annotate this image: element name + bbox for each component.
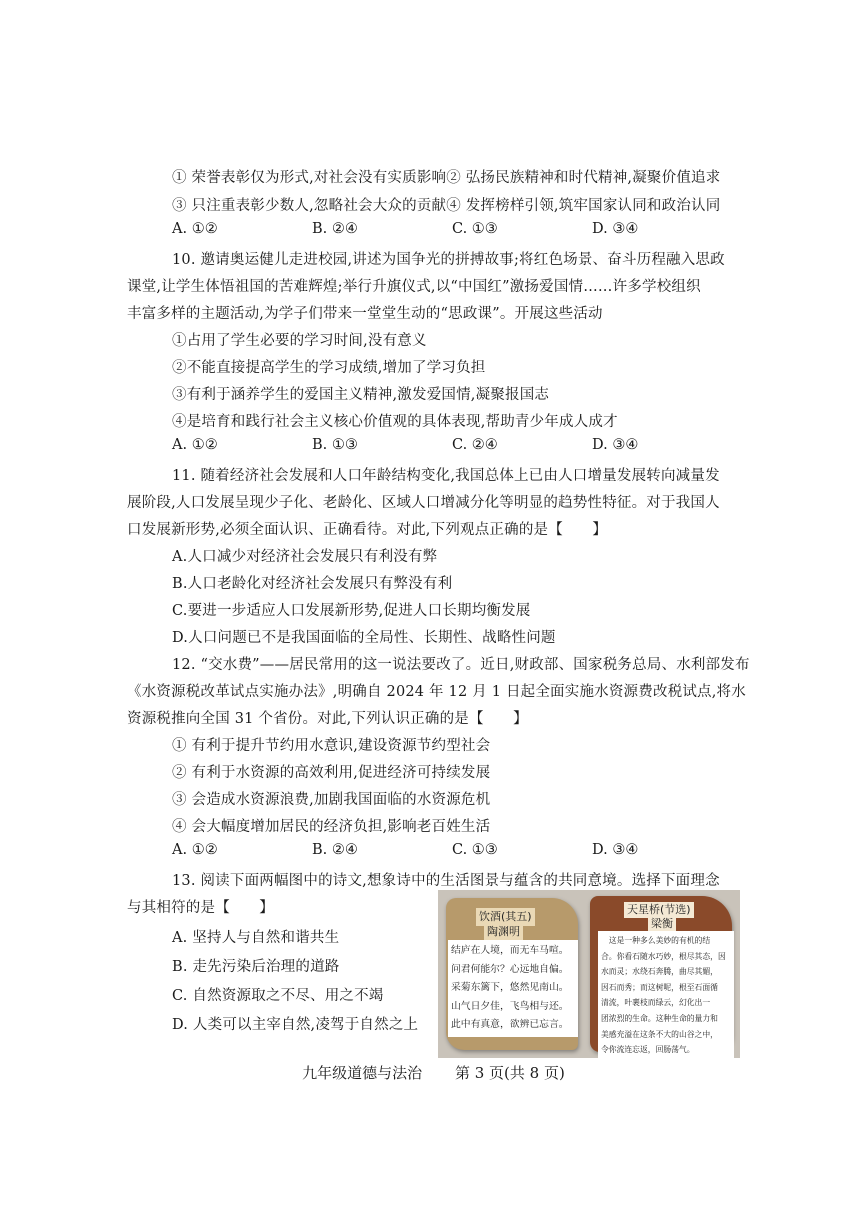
prose-line: 团浓烈的生命。这种生命的量力和 xyxy=(601,1013,718,1023)
q10-option-1: ①占用了学生必要的学习时间,没有意义 xyxy=(172,333,427,349)
q12-option-1: ① 有利于提升节约用水意识,建设资源节约型社会 xyxy=(172,738,491,754)
q10-choice-b: B. ①③ xyxy=(312,437,358,453)
q10-choice-c: C. ②④ xyxy=(452,437,498,453)
q10-choice-a: A. ①② xyxy=(172,437,218,453)
q13-stem-line2: 与其相符的是【 】 xyxy=(127,900,274,916)
poem-card-tianxingqiao-title: 天星桥(节选) xyxy=(624,902,694,918)
prose-line: 因石而秀；而这树呢，根至石面循 xyxy=(601,982,718,992)
q13-option-d: D. 人类可以主宰自然,凌驾于自然之上 xyxy=(172,1017,419,1033)
q13-option-b: B. 走先污染后治理的道路 xyxy=(172,959,340,975)
poem-card-tianxingqiao-author: 梁衡 xyxy=(648,917,676,931)
q10-stem-line2: 课堂,让学生体悟祖国的苦难辉煌;举行升旗仪式,以“中国红”激扬爱国情……许多学校组织 xyxy=(127,279,701,295)
q10-choices xyxy=(172,437,732,453)
q9-choice-d: D. ③④ xyxy=(592,221,639,237)
q12-option-4: ④ 会大幅度增加居民的经济负担,影响老百姓生活 xyxy=(172,819,491,835)
q11-option-b: B.人口老龄化对经济社会发展只有弊没有利 xyxy=(172,576,453,592)
q12-stem-line2: 《水资源税改革试点实施办法》,明确自 2024 年 12 月 1 日起全面实施水资源费改税试点,将水 xyxy=(127,684,746,700)
footer-page-number: 第 3 页(共 8 页) xyxy=(454,1064,565,1082)
prose-line: 这是一种多么美妙的有机的结 xyxy=(601,936,711,945)
q10-choice-d: D. ③④ xyxy=(592,437,639,453)
poem-line: 结庐在人境，而无车马喧。 xyxy=(451,945,569,956)
poem-card-tianxingqiao-text xyxy=(598,931,734,1060)
q9-option-3-4: ③ 只注重表彰少数人,忽略社会大众的贡献④ 发挥榜样引领,筑牢国家认同和政治认同 xyxy=(172,198,721,214)
prose-line: 美感充溢在这条不大的山谷之中， xyxy=(601,1029,718,1039)
q12-stem-line1: 12. “交水费”——居民常用的这一说法要改了。近日,财政部、国家税务总局、水利部发布 xyxy=(172,657,750,673)
q11-option-a: A.人口减少对经济社会发展只有利没有弊 xyxy=(172,549,438,565)
q10-option-3: ③有利于涵养学生的爱国主义精神,激发爱国情,凝聚报国志 xyxy=(172,387,550,403)
q12-choices xyxy=(172,842,732,858)
prose-line: 清流，叶裹枝而绿云，幻化出一 xyxy=(601,998,711,1008)
q9-choice-c: C. ①③ xyxy=(452,221,498,237)
q12-option-3: ③ 会造成水资源浪费,加剧我国面临的水资源危机 xyxy=(172,792,491,808)
footer-subject: 九年级道德与法治 xyxy=(302,1064,423,1082)
poem-line: 山气日夕佳，飞鸟相与还。 xyxy=(451,1000,569,1012)
poem-card-yinjiu-title: 饮酒(其五) xyxy=(476,908,535,926)
q11-stem-line1: 11. 随着经济社会发展和人口年龄结构变化,我国总体上已由人口增量发展转向减量发 xyxy=(172,468,720,484)
q9-choices xyxy=(172,221,732,237)
q13-option-a: A. 坚持人与自然和谐共生 xyxy=(172,930,340,946)
prose-line: 水而灵；水绕石奔腾，曲尽其媚， xyxy=(601,967,718,977)
q12-choice-c: C. ①③ xyxy=(452,842,498,858)
poem-card-yinjiu-text xyxy=(448,940,578,1037)
q10-option-4: ④是培育和践行社会主义核心价值观的具体表现,帮助青少年成人成才 xyxy=(172,414,618,430)
q11-stem-line3: 口发展新形势,必须全面认识、正确看待。对此,下列观点正确的是【 】 xyxy=(127,522,608,538)
q11-option-c: C.要进一步适应人口发展新形势,促进人口长期均衡发展 xyxy=(172,603,531,619)
q13-stem-line1: 13. 阅读下面两幅图中的诗文,想象诗中的生活图景与蕴含的共同意境。选择下面理念 xyxy=(172,873,720,889)
prose-line: 令你流连忘返，回肠荡气。 xyxy=(601,1045,695,1055)
q9-choice-b: B. ②④ xyxy=(312,221,358,237)
poem-line: 问君何能尔？心远地自偏。 xyxy=(451,963,569,975)
poem-line: 此中有真意，欲辨已忘言。 xyxy=(451,1019,569,1031)
q12-choice-a: A. ①② xyxy=(172,842,218,858)
page-footer xyxy=(0,1062,867,1083)
q11-stem-line2: 展阶段,人口发展呈现少子化、老龄化、区域人口增减分化等明显的趋势性特征。对于我国人 xyxy=(127,495,720,511)
q10-stem-line3: 丰富多样的主题活动,为学子们带来一堂堂生动的“思政课”。开展这些活动 xyxy=(127,306,603,322)
q12-option-2: ② 有利于水资源的高效利用,促进经济可持续发展 xyxy=(172,765,491,781)
q12-choice-b: B. ②④ xyxy=(312,842,358,858)
poem-card-yinjiu-author: 陶渊明 xyxy=(484,924,523,940)
q11-option-d: D.人口问题已不是我国面临的全局性、长期性、战略性问题 xyxy=(172,630,556,646)
prose-line: 合。你看石随水巧妙，根尽其态，因 xyxy=(601,951,726,961)
q13-option-c: C. 自然资源取之不尽、用之不竭 xyxy=(172,988,384,1004)
poem-line: 采菊东篱下，悠然见南山。 xyxy=(451,982,569,994)
q10-option-2: ②不能直接提高学生的学习成绩,增加了学习负担 xyxy=(172,360,486,376)
q10-stem-line1: 10. 邀请奥运健儿走进校园,讲述为国争光的拼搏故事;将红色场景、奋斗历程融入思政 xyxy=(172,252,725,268)
q12-choice-d: D. ③④ xyxy=(592,842,639,858)
q12-stem-line3: 资源税推向全国 31 个省份。对此,下列认识正确的是【 】 xyxy=(127,711,528,727)
q9-option-1-2: ① 荣誉表彰仅为形式,对社会没有实质影响② 弘扬民族精神和时代精神,凝聚价值追求 xyxy=(172,170,721,186)
q9-choice-a: A. ①② xyxy=(172,221,218,237)
